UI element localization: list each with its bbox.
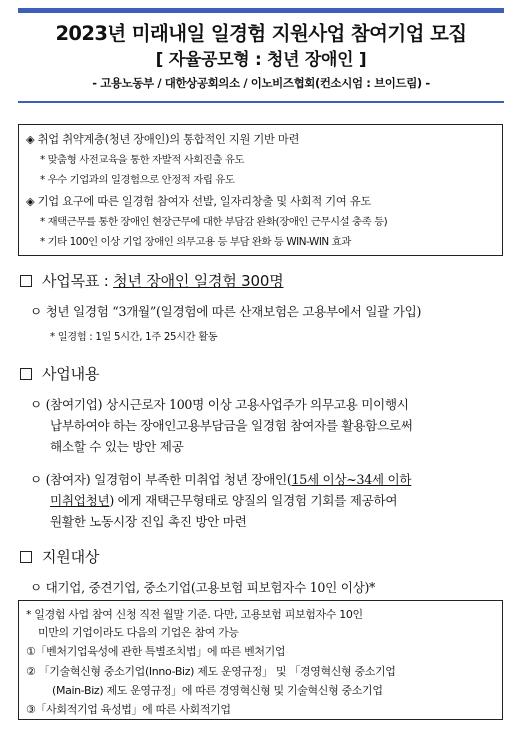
target-box-line-2: 미만의 기업이라도 다음의 기업은 참여 가능	[38, 626, 239, 639]
header-bottom-rule	[18, 101, 504, 103]
content-item-2-line-3: 원활한 노동시장 진입 촉진 방안 마련	[50, 514, 247, 529]
page-subtitle: [ 자율공모형 : 청년 장애인 ]	[155, 50, 367, 70]
goal-note: * 일경험 : 1일 5시간, 1주 25시간 활동	[50, 332, 218, 343]
checkbox-square-icon	[20, 368, 32, 380]
intro-item-1-sub-2: * 우수 기업과의 일경험으로 안정적 자립 유도	[40, 174, 235, 186]
target-heading-label: 지원대상	[42, 548, 100, 566]
checkbox-square-icon	[20, 551, 32, 563]
intro-item-1-sub-1: * 맞춤형 사전교육을 통한 자발적 사회진출 유도	[40, 154, 245, 166]
content-item-1-line-2: 납부하여야 하는 장애인고용부담금을 일경험 참여자를 활용함으로써	[50, 418, 413, 433]
intro-item-1: ◈ 취업 취약계층(청년 장애인)의 통합적인 지원 기반 마련	[26, 133, 300, 146]
goal-heading-label: 사업목표 :	[42, 272, 114, 290]
section-target-heading	[20, 546, 99, 567]
target-box-line-3: ①「벤처기업육성에 관한 특별조치법」에 따른 벤처기업	[26, 645, 286, 658]
intro-item-2-sub-2: * 기타 100인 이상 기업 장애인 의무고용 등 부담 완화 등 WIN-WIN 효과	[40, 236, 351, 248]
target-box-line-6: ③「사회적기업 육성법」에 따른 사회적기업	[26, 703, 231, 716]
content-item-2-text: ㅇ (참여자) 일경험이 부족한 미취업 청년 장애인(	[30, 472, 292, 487]
content-item-1-line-3: 해소할 수 있는 방안 제공	[50, 439, 184, 454]
content-item-2-line-2	[50, 490, 397, 509]
checkbox-square-icon	[20, 275, 32, 287]
section-goal-heading	[20, 270, 284, 291]
target-box-line-5: (Main-Biz) 제도 운영규정」에 따른 경영혁신형 및 기술혁신형 중소기업	[52, 684, 383, 697]
unemployed-youth-text: 미취업청년	[50, 493, 110, 508]
target-box-line-1: * 일경험 사업 참여 신청 직전 월말 기준. 다만, 고용보험 피보험자수 10인	[26, 608, 363, 621]
goal-line-1: ㅇ 청년 일경험 “3개월”(일경험에 따른 산재보험은 고용부에서 일괄 가입)	[30, 304, 422, 319]
goal-heading-value: 청년 장애인 일경험 300명	[113, 272, 284, 290]
header-top-rule	[18, 8, 504, 13]
content-item-1-line-1: ㅇ (참여기업) 상시근로자 100명 이상 고용사업주가 의무고용 미이행시	[30, 397, 409, 412]
organizers-line: - 고용노동부 / 대한상공회의소 / 이노비즈협회(컨소시엄 : 브이드림) -	[92, 76, 430, 90]
intro-item-2-sub-1: * 재택근무를 통한 장애인 현장근무에 대한 부담감 완화(장애인 근무시설 충족 등)	[40, 216, 388, 228]
content-item-2-line-1	[30, 469, 411, 488]
intro-item-2: ◈ 기업 요구에 따른 일경험 참여자 선발, 일자리창출 및 사회적 기여 유도	[26, 195, 372, 208]
page-title: 2023년 미래내일 일경험 지원사업 참여기업 모집	[55, 22, 467, 45]
target-line-1: ㅇ 대기업, 중견기업, 중소기업(고용보험 피보험자수 10인 이상)*	[30, 580, 376, 595]
section-content-heading	[20, 363, 99, 384]
content-heading-label: 사업내용	[42, 365, 100, 383]
content-item-2-text-cont: ) 에게 재택근무형태로 양질의 일경험 기회를 제공하여	[109, 493, 398, 508]
age-range-text: 15세 이상~34세 이하	[291, 472, 412, 487]
target-box-line-4: ② 「기술혁신형 중소기업(Inno-Biz) 제도 운영규정」 및 「경영혁신형 중소기업	[26, 665, 396, 678]
